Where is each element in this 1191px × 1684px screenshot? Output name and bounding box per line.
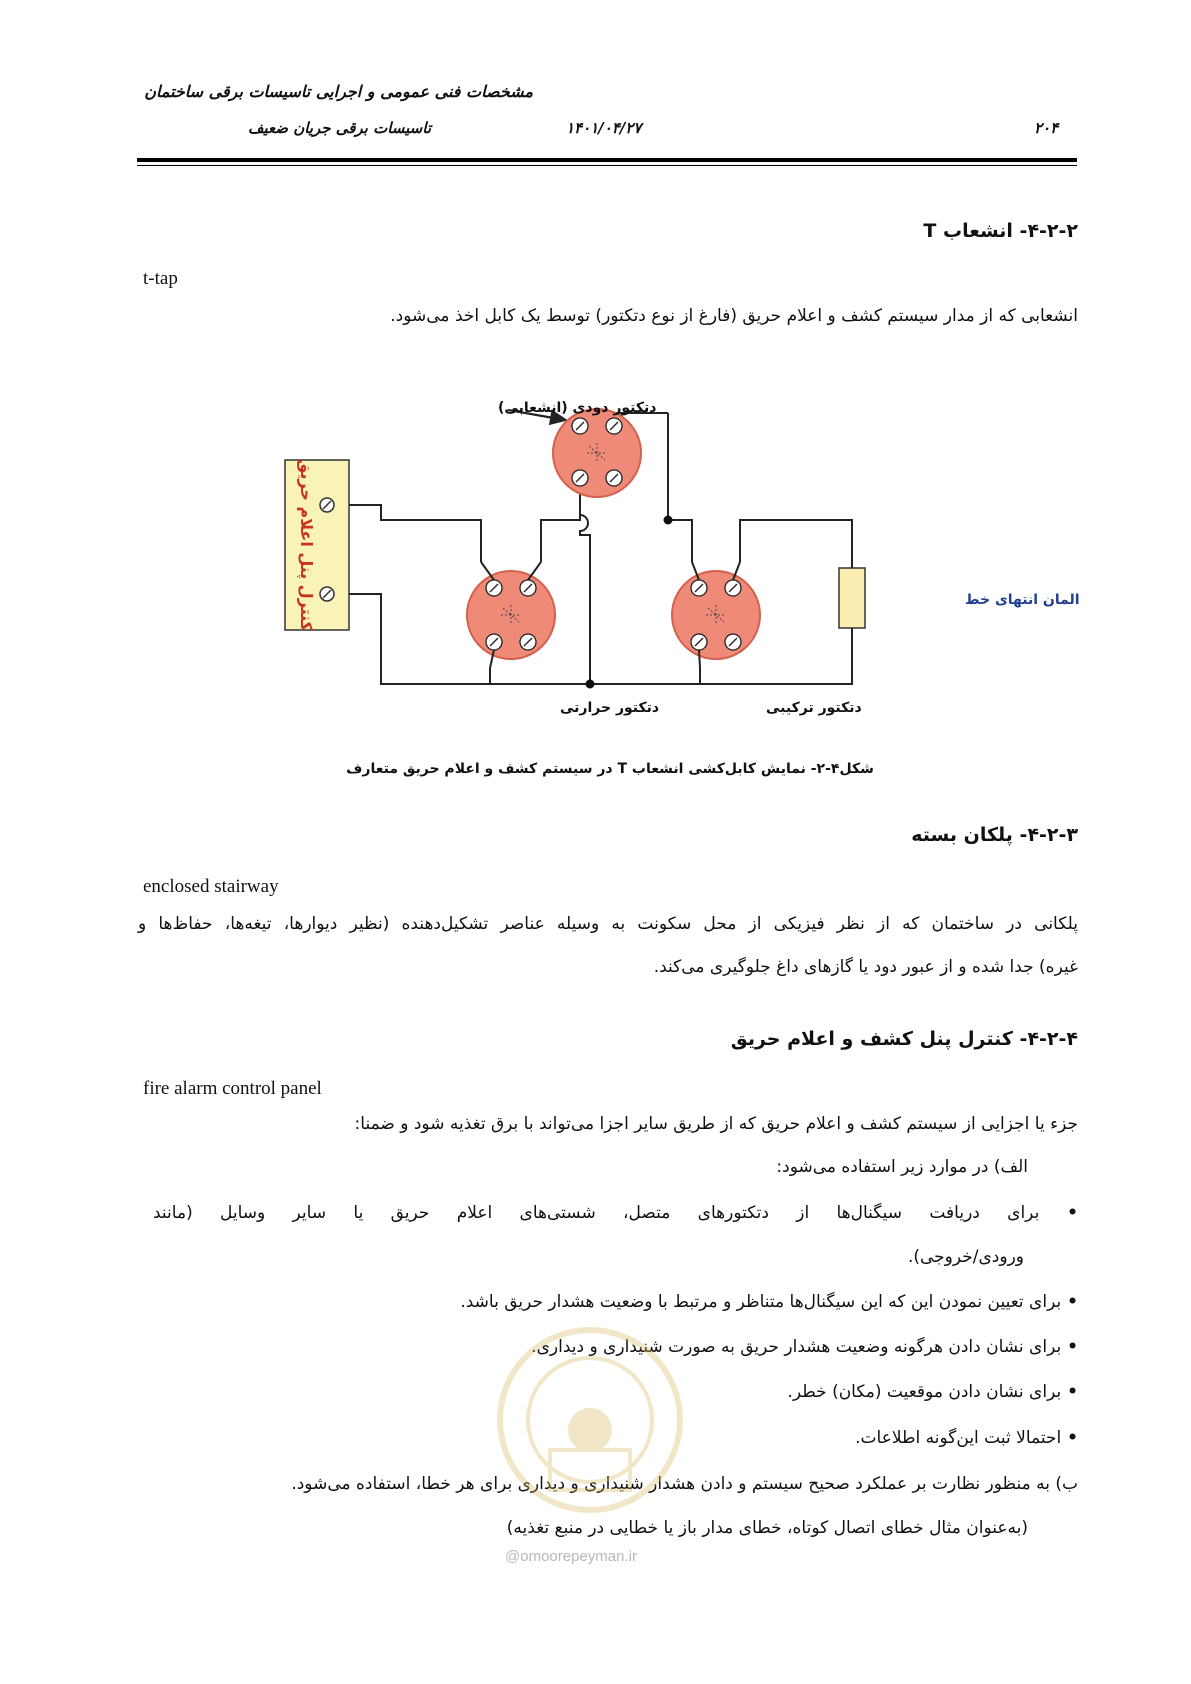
bullet-item: • احتمالا ثبت این‌گونه اطلاعات. <box>855 1428 1078 1448</box>
item-a: الف) در موارد زیر استفاده می‌شود: <box>776 1157 1028 1177</box>
english-term-t-tap: t-tap <box>143 268 178 289</box>
section-body-line: غیره) جدا شده و از عبور دود یا گازهای داغ جلوگیری می‌کند. <box>653 957 1078 977</box>
section-body-t-tap: انشعابی که از مدار سیستم کشف و اعلام حریق (فارغ از نوع دتکتور) توسط یک کابل اخذ می‌شود. <box>390 306 1078 326</box>
item-b: ب) به منظور نظارت بر عملکرد صحیح سیستم و دادن هشدار شنیداری و دیداری برای هر خطا، استفاده می‌شود. <box>291 1474 1078 1494</box>
heat-detector-label: دتکتور حرارتی <box>560 700 660 716</box>
end-of-line-element <box>839 568 865 628</box>
english-term-enclosed-stairway: enclosed stairway <box>143 876 279 897</box>
heat-detector <box>467 571 555 659</box>
item-b-note: (به‌عنوان مثال خطای اتصال کوتاه، خطای مدار باز یا خطایی در منبع تغذیه) <box>506 1518 1028 1538</box>
bullet-item: • برای نشان دادن هرگونه وضعیت هشدار حریق به صورت شنیداری و دیداری. <box>531 1337 1078 1357</box>
junction-dot <box>664 516 673 525</box>
section-heading-control-panel: ۴-۲-۴- کنترل پنل کشف و اعلام حریق <box>730 1028 1078 1050</box>
smoke-detector-label: دتکتور دودی (انشعابی) <box>498 400 657 416</box>
section-body-line: پلکانی در ساختمان که از نظر فیزیکی از محل سکونت به وسیله عناصر تشکیل‌دهنده (نظیر دیوارها، تیغه‌ها، حفاظ‌ها و <box>138 914 1078 934</box>
t-tap-wiring-diagram <box>0 0 1191 760</box>
bullet-item-continuation: ورودی/خروجی). <box>907 1247 1024 1267</box>
watermark-seal-icon <box>490 1300 690 1550</box>
document-date: ۱۴۰۱/۰۴/۲۷ <box>566 119 642 137</box>
bullet-item: • برای تعیین نمودن این که این سیگنال‌ها متناظر و مرتبط با وضعیت هشدار حریق باشد. <box>460 1292 1078 1312</box>
section-intro: جزء یا اجزایی از سیستم کشف و اعلام حریق که از طریق سایر اجزا می‌تواند با برق تغذیه شود و ضمنا: <box>354 1114 1078 1134</box>
end-of-line-label: المان انتهای خط <box>965 592 1080 608</box>
section-heading-enclosed-stairway: ۴-۲-۳- پلکان بسته <box>911 824 1078 846</box>
page-number: ۲۰۴ <box>1034 119 1059 137</box>
combined-detector-label: دتکتور ترکیبی <box>766 700 862 716</box>
junction-dot <box>586 680 595 689</box>
smoke-detector <box>553 409 641 497</box>
bullet-item: • برای دریافت سیگنال‌ها از دتکتورهای متصل، شستی‌های اعلام حریق یا سایر وسایل (مانند <box>153 1203 1078 1223</box>
watermark-text: @omoorepeyman.ir <box>505 1548 637 1565</box>
document-subtitle: تاسیسات برقی جریان ضعیف <box>247 119 431 137</box>
document-title: مشخصات فنی عمومی و اجرایی تاسیسات برقی ساختمان <box>144 82 533 101</box>
bullet-item: • برای نشان دادن موقعیت (مکان) خطر. <box>787 1382 1078 1402</box>
section-heading-t-tap: ۴-۲-۲- انشعاب T <box>923 220 1078 242</box>
english-term-control-panel: fire alarm control panel <box>143 1078 322 1099</box>
combined-detector <box>672 571 760 659</box>
control-panel-label: کنترل پنل اعلام حریق <box>297 459 316 631</box>
control-panel <box>285 460 349 630</box>
figure-caption: شکل۴-۲- نمایش کابل‌کشی انشعاب T در سیستم کشف و اعلام حریق متعارف <box>346 761 874 777</box>
